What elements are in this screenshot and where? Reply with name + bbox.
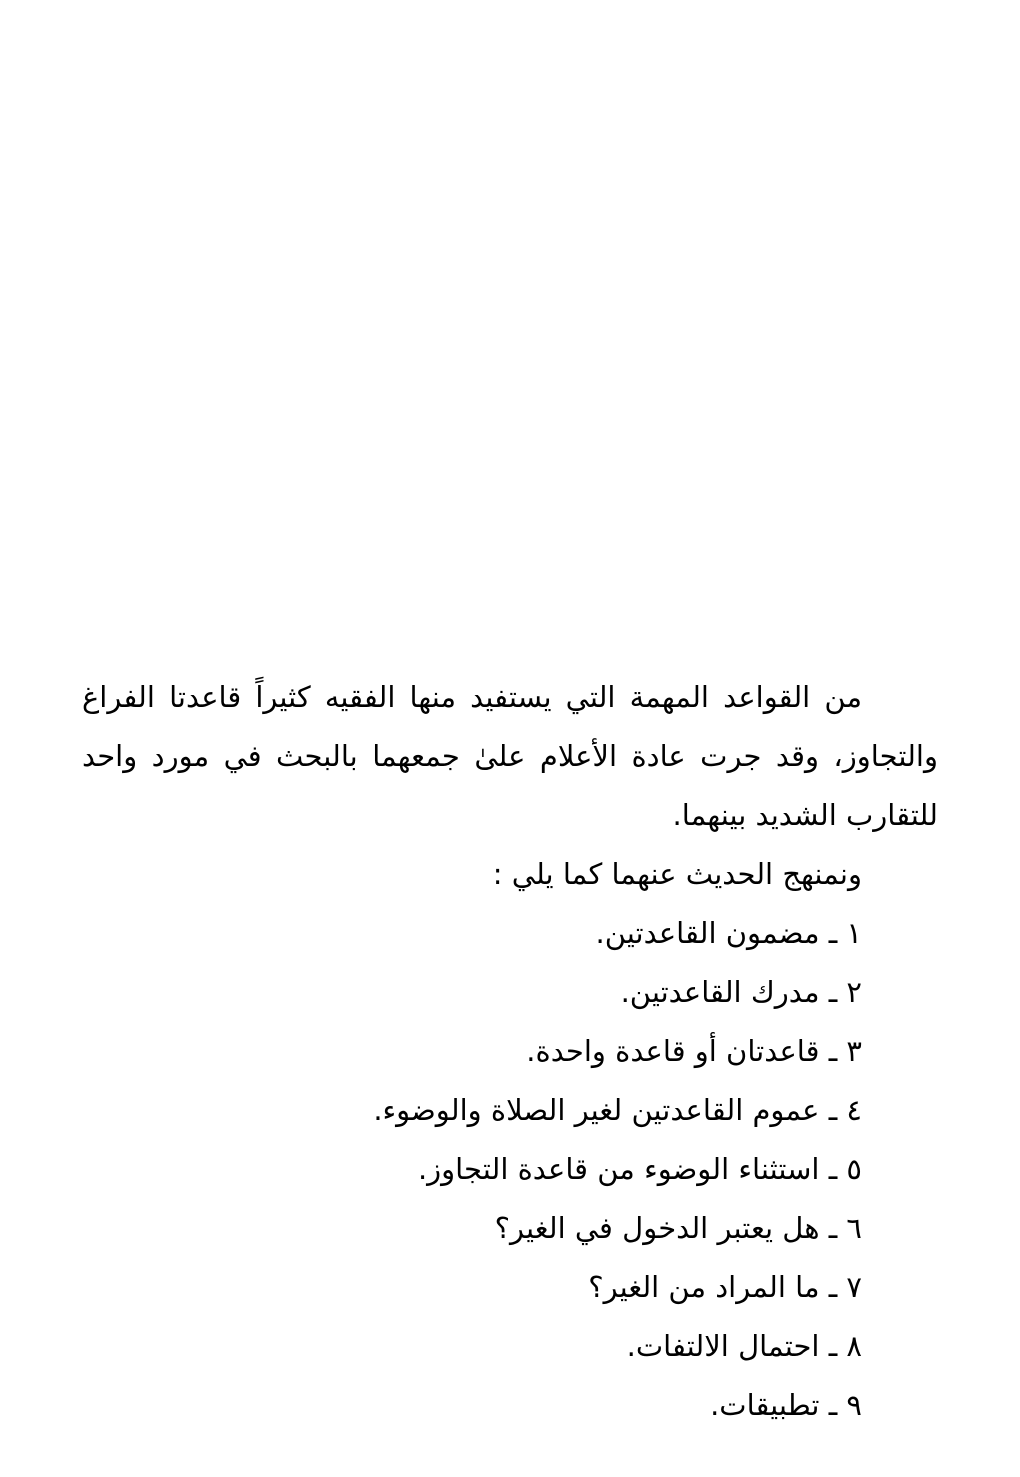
topic-item: ٨ ـ احتمال الالتفات. <box>626 1329 862 1363</box>
topic-item: ٤ ـ عموم القاعدتين لغير الصلاة والوضوء. <box>373 1093 862 1127</box>
topic-item: ٥ ـ استثناء الوضوء من قاعدة التجاوز. <box>417 1152 862 1186</box>
document-body <box>82 668 938 1435</box>
topic-item: ٢ ـ مدرك القاعدتين. <box>620 975 862 1009</box>
topic-item: ٦ ـ هل يعتبر الدخول في الغير؟ <box>494 1211 862 1245</box>
topic-item: ٧ ـ ما المراد من الغير؟ <box>588 1270 862 1304</box>
topic-list <box>82 904 938 1435</box>
topic-item: ١ ـ مضمون القاعدتين. <box>595 916 862 950</box>
topic-item: ٩ ـ تطبيقات. <box>710 1388 862 1422</box>
topic-item: ٣ ـ قاعدتان أو قاعدة واحدة. <box>526 1034 862 1068</box>
introductory-paragraph: من القواعد المهمة التي يستفيد منها الفقيه كثيراً قاعدتا الفراغ والتجاوز، وقد جرت عادة الأعلام علىٰ جمعهما بالبحث في مورد واحد للتقارب الشديد بينهما. <box>82 680 938 832</box>
outline-introduction: ونمنهج الحديث عنهما كما يلي : <box>492 857 862 891</box>
